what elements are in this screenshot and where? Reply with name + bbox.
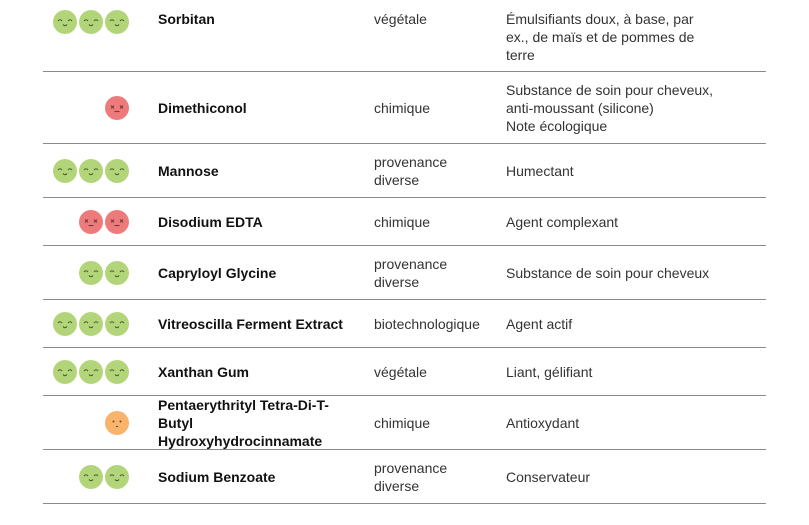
smiley-bad-icon xyxy=(79,210,103,234)
smiley-happy-icon xyxy=(79,312,103,336)
ingredient-function xyxy=(506,10,766,64)
ingredient-name: Sodium Benzoate xyxy=(158,468,276,485)
smiley-happy-icon xyxy=(105,10,129,34)
table-row xyxy=(43,72,766,144)
rating-icons xyxy=(43,96,131,120)
smiley-happy-icon xyxy=(53,10,77,34)
rating-icons xyxy=(43,360,131,384)
smiley-happy-icon xyxy=(105,312,129,336)
ingredient-origin: provenance diverse xyxy=(374,255,448,290)
smiley-happy-icon xyxy=(79,10,103,34)
smiley-happy-icon xyxy=(79,465,103,489)
ingredient-function: Humectant xyxy=(506,162,574,179)
function-line: anti-moussant (silicone) xyxy=(506,99,654,116)
table-row xyxy=(43,246,766,300)
ingredient-name: Sorbitan xyxy=(158,11,215,27)
function-line: ex., de maïs et de pommes de xyxy=(506,29,695,45)
ingredient-origin: végétale xyxy=(374,363,427,380)
ingredient-function: Conservateur xyxy=(506,468,591,485)
ingredient-origin: chimique xyxy=(374,414,431,431)
ingredient-function: Liant, gélifiant xyxy=(506,363,593,380)
smiley-happy-icon xyxy=(105,360,129,384)
function-line: Émulsifiants doux, à base, par xyxy=(506,11,694,27)
rating-icons xyxy=(43,465,131,489)
function-line: terre xyxy=(506,47,535,63)
function-line: Substance de soin pour cheveux, xyxy=(506,81,714,98)
ingredient-function: Substance de soin pour cheveux xyxy=(506,264,710,281)
rating-icons xyxy=(43,10,131,34)
ingredient-origin: provenance diverse xyxy=(374,153,448,188)
ingredient-origin: végétale xyxy=(374,11,427,27)
ingredient-function: Agent actif xyxy=(506,315,573,332)
ingredient-name: Dimethiconol xyxy=(158,99,247,116)
ingredient-origin: provenance diverse xyxy=(374,459,448,494)
ingredient-name: Xanthan Gum xyxy=(158,363,250,380)
function-line: Note écologique xyxy=(506,117,608,134)
ingredient-origin: biotechnologique xyxy=(374,315,480,332)
table-row xyxy=(43,198,766,246)
ingredient-function: Antioxydant xyxy=(506,414,580,431)
rating-icons xyxy=(43,159,131,183)
smiley-happy-icon xyxy=(79,159,103,183)
smiley-happy-icon xyxy=(53,312,77,336)
table-row xyxy=(43,144,766,198)
rating-icons xyxy=(43,312,131,336)
table-row xyxy=(43,0,766,72)
ingredient-name: Disodium EDTA xyxy=(158,213,263,230)
table-row xyxy=(43,300,766,348)
ingredient-name: Capryloyl Glycine xyxy=(158,264,277,281)
ingredient-name: Pentaerythrityl Tetra-Di-T-Butyl Hydroxyhydrocinnamate xyxy=(158,396,329,449)
smiley-bad-icon xyxy=(105,96,129,120)
ingredient-name: Mannose xyxy=(158,162,219,179)
smiley-happy-icon xyxy=(105,465,129,489)
table-row xyxy=(43,396,766,450)
smiley-happy-icon xyxy=(53,159,77,183)
rating-icons xyxy=(43,261,131,285)
ingredient-origin: chimique xyxy=(374,213,431,230)
smiley-happy-icon xyxy=(105,159,129,183)
ingredient-function xyxy=(506,81,766,135)
smiley-neutral-icon xyxy=(105,411,129,435)
ingredient-name: Vitreoscilla Ferment Extract xyxy=(158,315,343,332)
smiley-happy-icon xyxy=(79,261,103,285)
ingredient-origin: chimique xyxy=(374,99,431,116)
table-row xyxy=(43,348,766,396)
smiley-happy-icon xyxy=(53,360,77,384)
smiley-happy-icon xyxy=(79,360,103,384)
smiley-happy-icon xyxy=(105,261,129,285)
ingredients-table xyxy=(43,0,766,504)
ingredient-function: Agent complexant xyxy=(506,213,619,230)
table-row xyxy=(43,450,766,504)
rating-icons xyxy=(43,210,131,234)
smiley-bad-icon xyxy=(105,210,129,234)
rating-icons xyxy=(43,411,131,435)
